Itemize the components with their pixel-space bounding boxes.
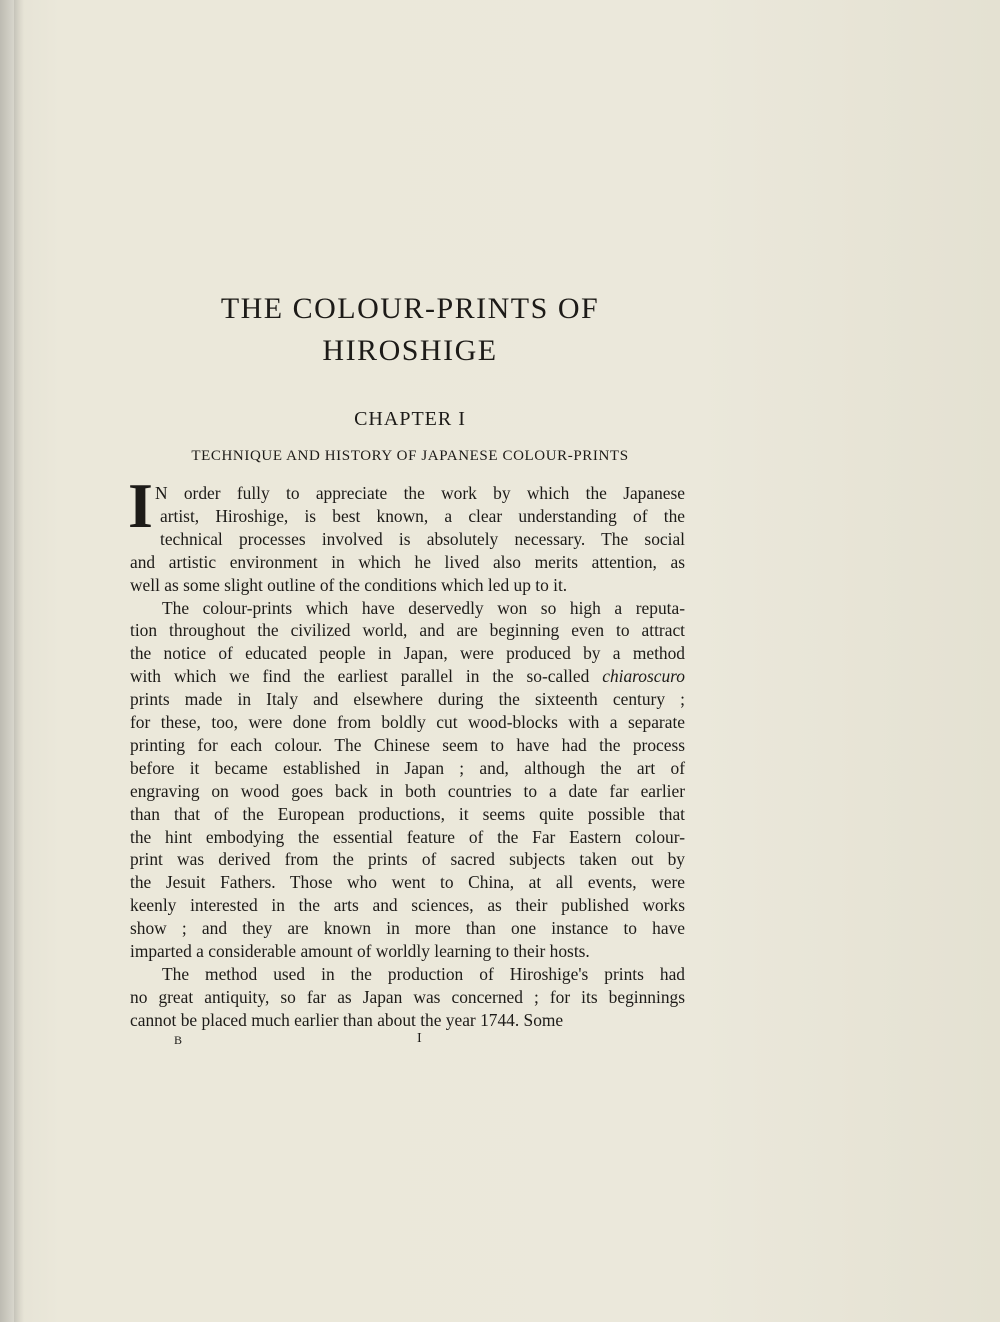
text-line-content: show ; and they are known in more than one instance to have	[130, 918, 685, 939]
text-line-content: tion throughout the civilized world, and are beginning even to attract	[130, 620, 685, 641]
text-line	[130, 757, 685, 779]
text-line	[130, 780, 685, 802]
text-line-content: the hint embodying the essential feature of the Far Eastern colour-	[130, 826, 685, 847]
text-line	[155, 482, 685, 504]
text-line-content: for these, too, were done from boldly cut wood-blocks with a separate	[130, 712, 685, 732]
book-title-line-2: HIROSHIGE	[322, 334, 498, 367]
text-line-content: The method used in the production of Hiroshige's prints had	[162, 963, 685, 984]
text-line-content: and artistic environment in which he lived also merits attention, as	[130, 551, 685, 572]
text-line	[130, 848, 685, 870]
text-line	[130, 551, 685, 573]
text-line	[130, 894, 685, 916]
text-line-content: with which we find the earliest parallel in the so-called	[130, 666, 590, 687]
page-number: I	[417, 1031, 422, 1046]
text-line-content: keenly interested in the arts and sciences, as their published works	[130, 895, 685, 916]
text-line	[130, 871, 685, 893]
text-line	[130, 619, 685, 641]
text-line	[130, 1009, 685, 1031]
previous-page-edge	[0, 0, 14, 1322]
text-line	[130, 986, 685, 1008]
text-line	[130, 665, 685, 687]
text-line-content: cannot be placed much earlier than about the year 1744. Some	[130, 1009, 564, 1030]
text-line-content: the Jesuit Fathers. Those who went to China, at all events, were	[130, 872, 685, 893]
text-line-content: print was derived from the prints of sacred subjects taken out by	[130, 849, 685, 870]
text-line	[160, 528, 685, 550]
text-line	[130, 574, 685, 596]
gutter-shadow	[14, 0, 24, 1322]
text-line	[160, 505, 685, 527]
chapter-heading: CHAPTER I	[354, 408, 466, 430]
text-line	[130, 803, 685, 825]
text-line-content: N order fully to appreciate the work by which the Japanese	[155, 483, 685, 503]
text-line-content: before it became established in Japan ; and, although the art of	[130, 757, 685, 778]
book-title-line-1: THE COLOUR-PRINTS OF	[220, 292, 600, 325]
text-line-content: artist, Hiroshige, is best known, a clear understanding of the	[160, 505, 685, 526]
text-line	[130, 597, 685, 619]
text-line-content: no great antiquity, so far as Japan was concerned ; for its beginnings	[130, 986, 685, 1007]
text-line-content: than that of the European productions, it seems quite possible that	[130, 803, 685, 824]
chapter-subtitle: TECHNIQUE AND HISTORY OF JAPANESE COLOUR-PRINTS	[191, 448, 629, 464]
text-line-content: The colour-prints which have deservedly won so high a reputa-	[162, 597, 685, 618]
text-line	[130, 688, 685, 710]
text-line	[130, 917, 685, 939]
text-line	[130, 711, 685, 733]
italic-term: chiaroscuro	[602, 666, 685, 687]
signature-mark: B	[174, 1033, 183, 1047]
text-line-content: the notice of educated people in Japan, were produced by a method	[130, 643, 685, 664]
text-line-content: prints made in Italy and elsewhere during the sixteenth century ;	[130, 689, 685, 710]
text-line-content: imparted a considerable amount of worldly learning to their hosts.	[130, 941, 590, 961]
text-line-content: engraving on wood goes back in both countries to a date far earlier	[130, 780, 685, 801]
text-line	[130, 734, 685, 756]
text-line-content: well as some slight outline of the conditions which led up to it.	[130, 574, 568, 595]
text-line	[130, 963, 685, 985]
text-line	[130, 940, 685, 962]
text-line	[130, 642, 685, 664]
text-line-content: printing for each colour. The Chinese seem to have had the process	[130, 734, 685, 755]
text-line-content: technical processes involved is absolutely necessary. The social	[160, 528, 685, 549]
drop-cap: I	[128, 470, 153, 541]
text-line	[130, 826, 685, 848]
